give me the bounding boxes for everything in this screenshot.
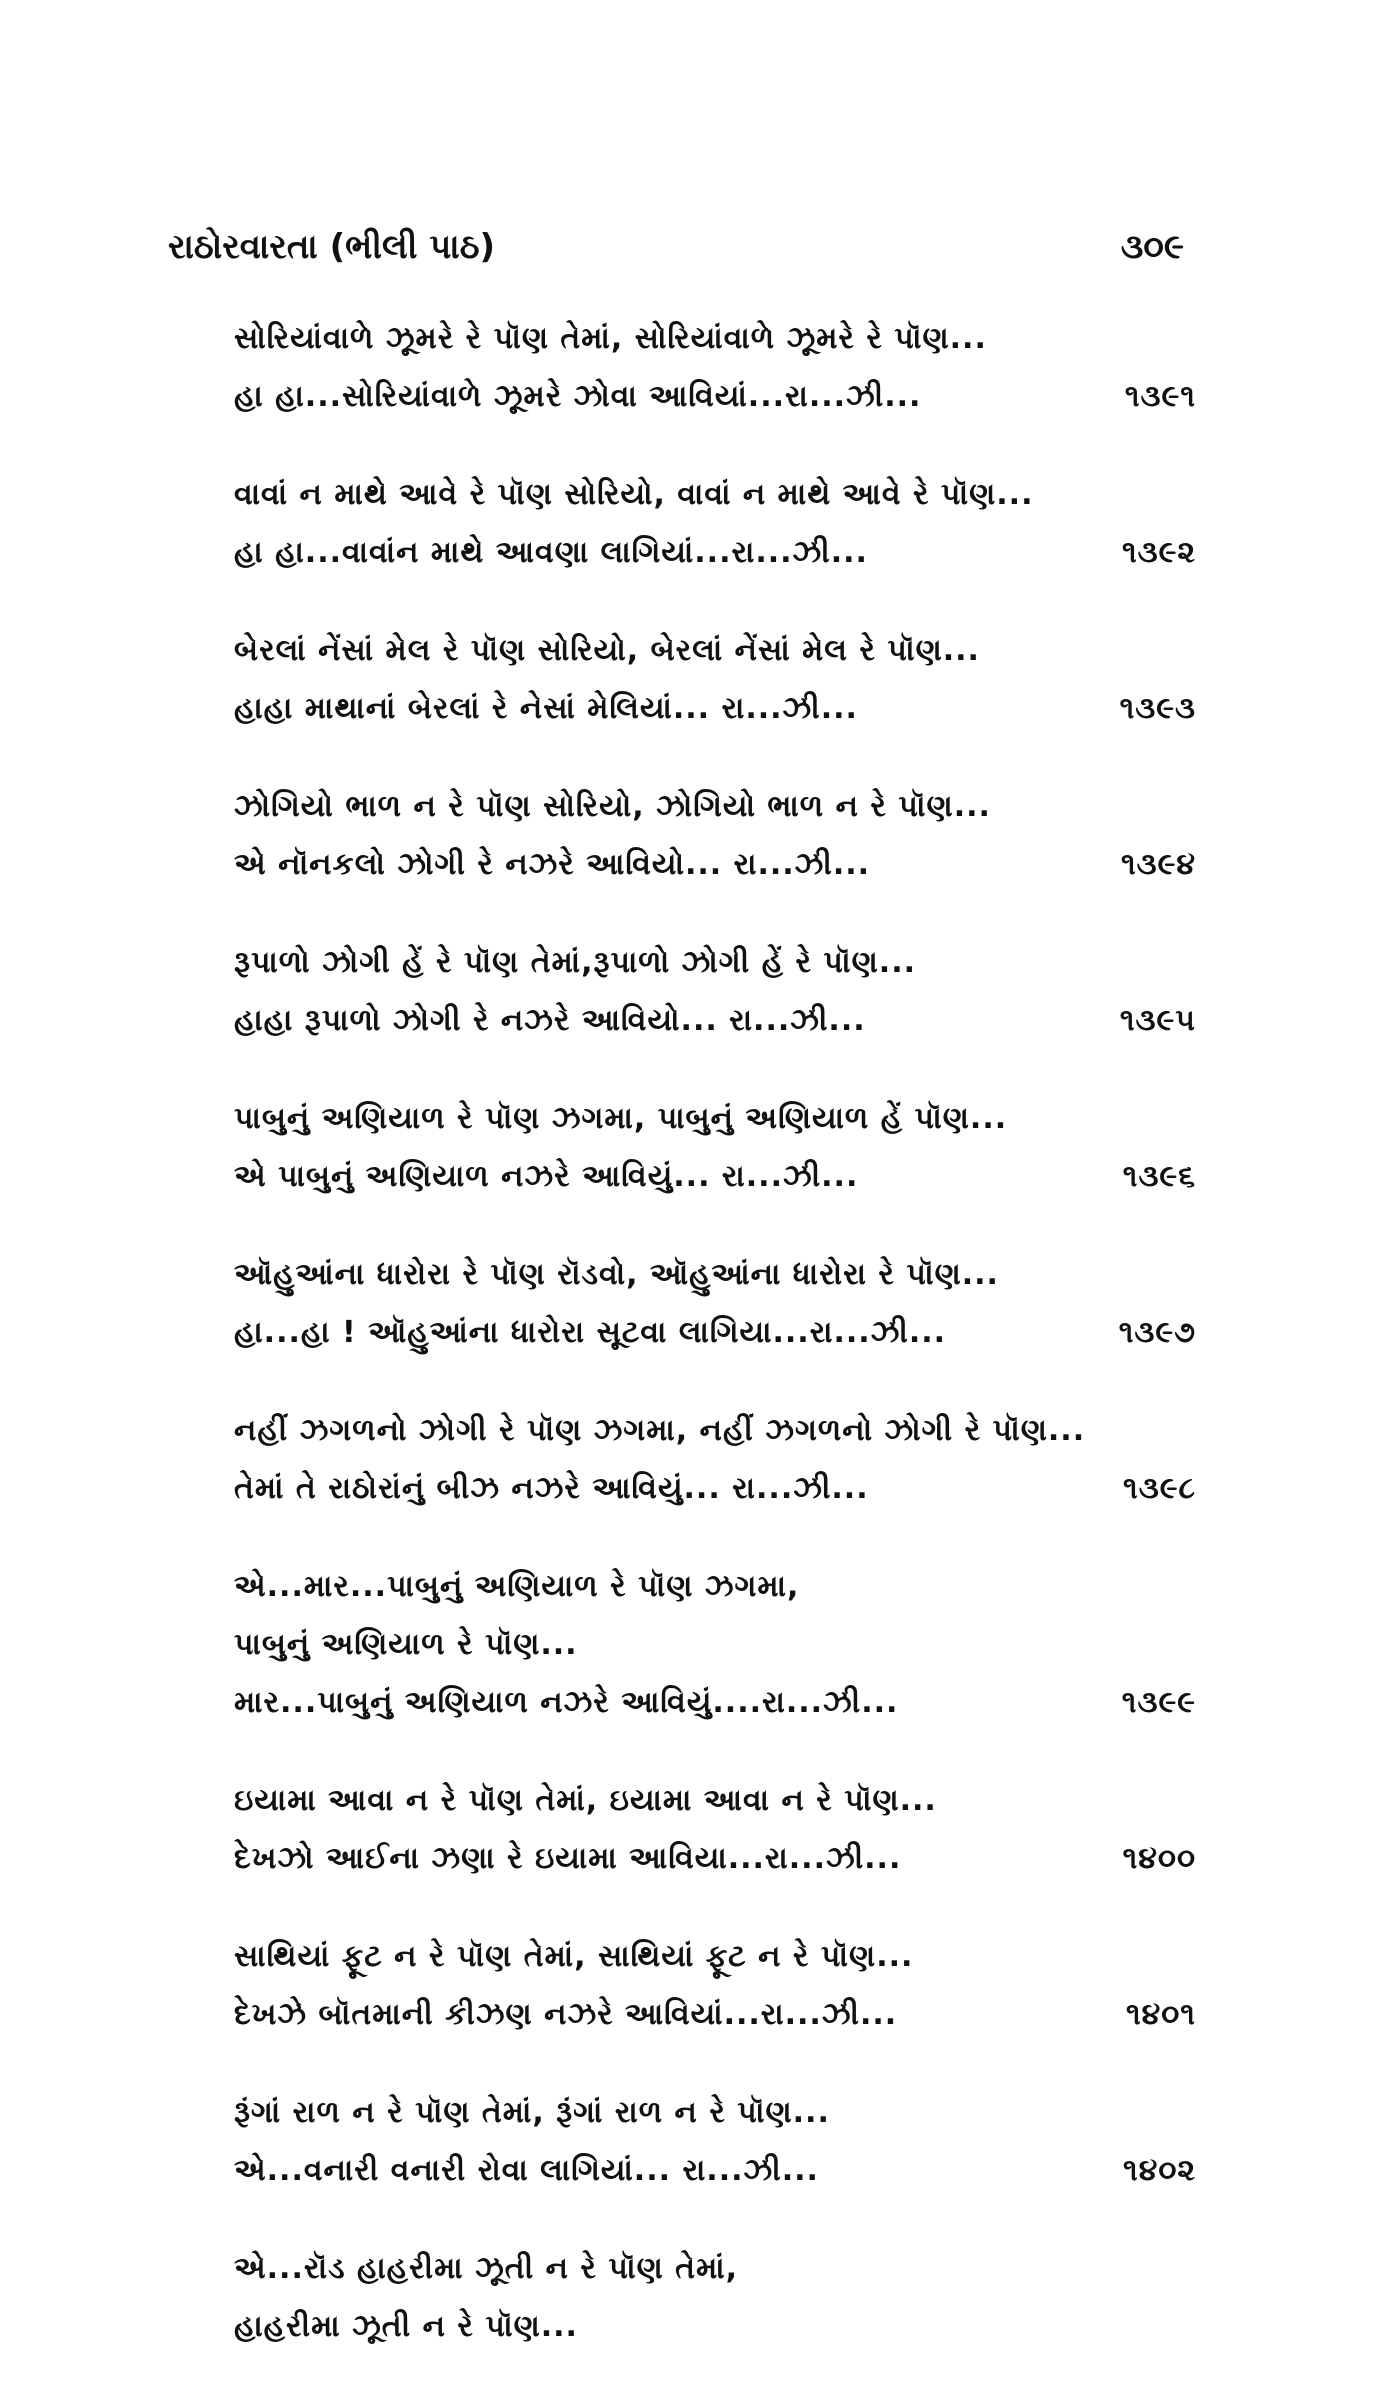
verse-line — [234, 1928, 1196, 1986]
stanza — [234, 1558, 1196, 1732]
verse-line-text: પાબુનું અણિયાળ રે પૉણ ઝગમા, પાબુનું અણિયાળ હેં પૉણ... — [234, 1101, 1008, 1136]
verse-line — [234, 992, 1196, 1050]
verse-line — [234, 622, 1196, 680]
verse-line-text: રૂપાળો ઝોગી હેં રે પૉણ તેમાં,રૂપાળો ઝોગી હેં રે પૉણ... — [234, 945, 916, 980]
verse-line-text: દેખઝે બૉતમાની કીઝણ નઝરે આવિયાં...રા...ઝી... — [234, 1997, 898, 2032]
stanza — [234, 778, 1196, 894]
verse-line — [234, 680, 1196, 738]
verse-number: ૧૩૯૬ — [1122, 1159, 1196, 1194]
verse-line — [234, 1090, 1196, 1148]
verse-line-text: પાબુનું અણિયાળ રે પૉણ... — [234, 1627, 578, 1662]
verse-line-text: ઇયામા આવા ન રે પૉણ તેમાં, ઇયામા આવા ન રે પૉણ... — [234, 1783, 937, 1818]
verse-line-text: નહીં ઝગળનો ઝોગી રે પૉણ ઝગમા, નહીં ઝગળનો ઝોગી રે પૉણ... — [234, 1413, 1086, 1448]
verse-line — [234, 1246, 1196, 1304]
verse-number: ૧૩૯૮ — [1123, 1471, 1196, 1506]
stanza — [234, 1246, 1196, 1362]
verse-line-text: તેમાં તે રાઠોરાંનું બીઝ નઝરે આવિયું... રા...ઝી... — [234, 1471, 869, 1506]
verse-line — [234, 778, 1196, 836]
verse-line — [234, 836, 1196, 894]
verse-line-text: હા હા...સોરિયાંવાળે ઝૂમરે ઝોવા આવિયાં...રા...ઝી... — [234, 379, 922, 414]
verse-line-text: એ નૉનકલો ઝોગી રે નઝરે આવિયો... રા...ઝી... — [234, 847, 871, 882]
verse-line — [234, 2298, 1196, 2356]
verse-line — [234, 368, 1196, 426]
verse-number: ૧૩૯૧ — [1124, 379, 1196, 414]
stanza — [234, 2240, 1196, 2356]
verse-line-text: હા હા...વાવાંન માથે આવણા લાગિયાં...રા...ઝી... — [234, 535, 868, 570]
stanza — [234, 1402, 1196, 1518]
verse-line-text: રૂંગાં રાળ ન રે પૉણ તેમાં, રૂંગાં રાળ ન રે પૉણ... — [234, 2095, 830, 2130]
verse-line — [234, 1616, 1196, 1674]
verse-number: ૧૩૯૭ — [1118, 1315, 1196, 1350]
verse-line — [234, 1558, 1196, 1616]
verse-line-text: હાહરીમા ઝૂતી ન રે પૉણ... — [234, 2309, 578, 2344]
verse-line — [234, 2240, 1196, 2298]
verse-line — [234, 2084, 1196, 2142]
stanza — [234, 2084, 1196, 2200]
verse-line-text: સોરિયાંવાળે ઝૂમરે રે પૉણ તેમાં, સોરિયાંવાળે ઝૂમરે રે પૉણ... — [234, 321, 987, 356]
verse-line-text: હાહા માથાનાં બેરલાં રે નેસાં મેલિયાં... રા...ઝી... — [234, 691, 858, 726]
verse-line-text: હા...હા ! ઑહુઆંના ધારોરા સૂટવા લાગિયા...રા...ઝી... — [234, 1315, 947, 1350]
stanza — [234, 466, 1196, 582]
verse-line — [234, 1772, 1196, 1830]
verse-line-text: બેરલાં નેંસાં મેલ રે પૉણ સોરિયો, બેરલાં નેંસાં મેલ રે પૉણ... — [234, 633, 980, 668]
verse-line — [234, 1986, 1196, 2044]
verse-line-text: સાથિયાં ફૂટ ન રે પૉણ તેમાં, સાથિયાં ફૂટ ન રે પૉણ... — [234, 1939, 914, 1974]
verse-number: ૧૪૦૨ — [1123, 2153, 1196, 2188]
stanza — [234, 310, 1196, 426]
verse-line — [234, 310, 1196, 368]
verse-line — [234, 1402, 1196, 1460]
verse-number: ૧૩૯૨ — [1121, 535, 1196, 570]
verse-line — [234, 466, 1196, 524]
verse-number: ૧૩૯૯ — [1121, 1685, 1196, 1720]
verse-number: ૧૩૯૪ — [1120, 847, 1196, 882]
stanza — [234, 1772, 1196, 1888]
verse-line — [234, 524, 1196, 582]
verse-line — [234, 934, 1196, 992]
stanza — [234, 622, 1196, 738]
verse-line-text: વાવાં ન માથે આવે રે પૉણ સોરિયો, વાવાં ન માથે આવે રે પૉણ... — [234, 477, 1034, 512]
stanza — [234, 934, 1196, 1050]
verse-number: ૧૩૯૫ — [1119, 1003, 1196, 1038]
stanza — [234, 1928, 1196, 2044]
verse-line-text: ઑહુઆંના ધારોરા રે પૉણ રૉડવો, ઑહુઆંના ધારોરા રે પૉણ... — [234, 1257, 999, 1292]
verse-number: ૧૪૦૧ — [1125, 1997, 1196, 2032]
page-number: ૩૦૯ — [1120, 227, 1184, 267]
verse-line — [234, 2142, 1196, 2200]
verse-number: ૧૪૦૦ — [1122, 1841, 1196, 1876]
stanza — [234, 1090, 1196, 1206]
verse-line-text: માર...પાબુનું અણિયાળ નઝરે આવિયું....રા...ઝી... — [234, 1685, 899, 1720]
verse-line-text: ઝોગિયો ભાળ ન રે પૉણ સોરિયો, ઝોગિયો ભાળ ન રે પૉણ... — [234, 789, 991, 824]
verse-line — [234, 1148, 1196, 1206]
verse-line-text: એ...માર...પાબુનું અણિયાળ રે પૉણ ઝગમા, — [234, 1569, 800, 1604]
page-header — [168, 222, 1184, 272]
verse-line — [234, 1674, 1196, 1732]
verse-line — [234, 1460, 1196, 1518]
verse-line-text: હાહા રૂપાળો ઝોગી રે નઝરે આવિયો... રા...ઝી... — [234, 1003, 866, 1038]
verse-number: ૧૩૯૩ — [1119, 691, 1196, 726]
verse-line — [234, 1304, 1196, 1362]
verse-line-text: એ...વનારી વનારી રોવા લાગિયાં... રા...ઝી... — [234, 2153, 819, 2188]
running-title: રાઠોરવારતા (ભીલી પાઠ) — [168, 227, 496, 267]
verse-line — [234, 1830, 1196, 1888]
verse-line-text: એ પાબુનું અણિયાળ નઝરે આવિયું... રા...ઝી... — [234, 1159, 859, 1194]
verse-line-text: એ...રૉડ હાહરીમા ઝૂતી ન રે પૉણ તેમાં, — [234, 2251, 738, 2286]
verse-body — [234, 310, 1196, 2396]
verse-line-text: દેખઝો આઈના ઝણા રે ઇયામા આવિયા...રા...ઝી... — [234, 1841, 902, 1876]
